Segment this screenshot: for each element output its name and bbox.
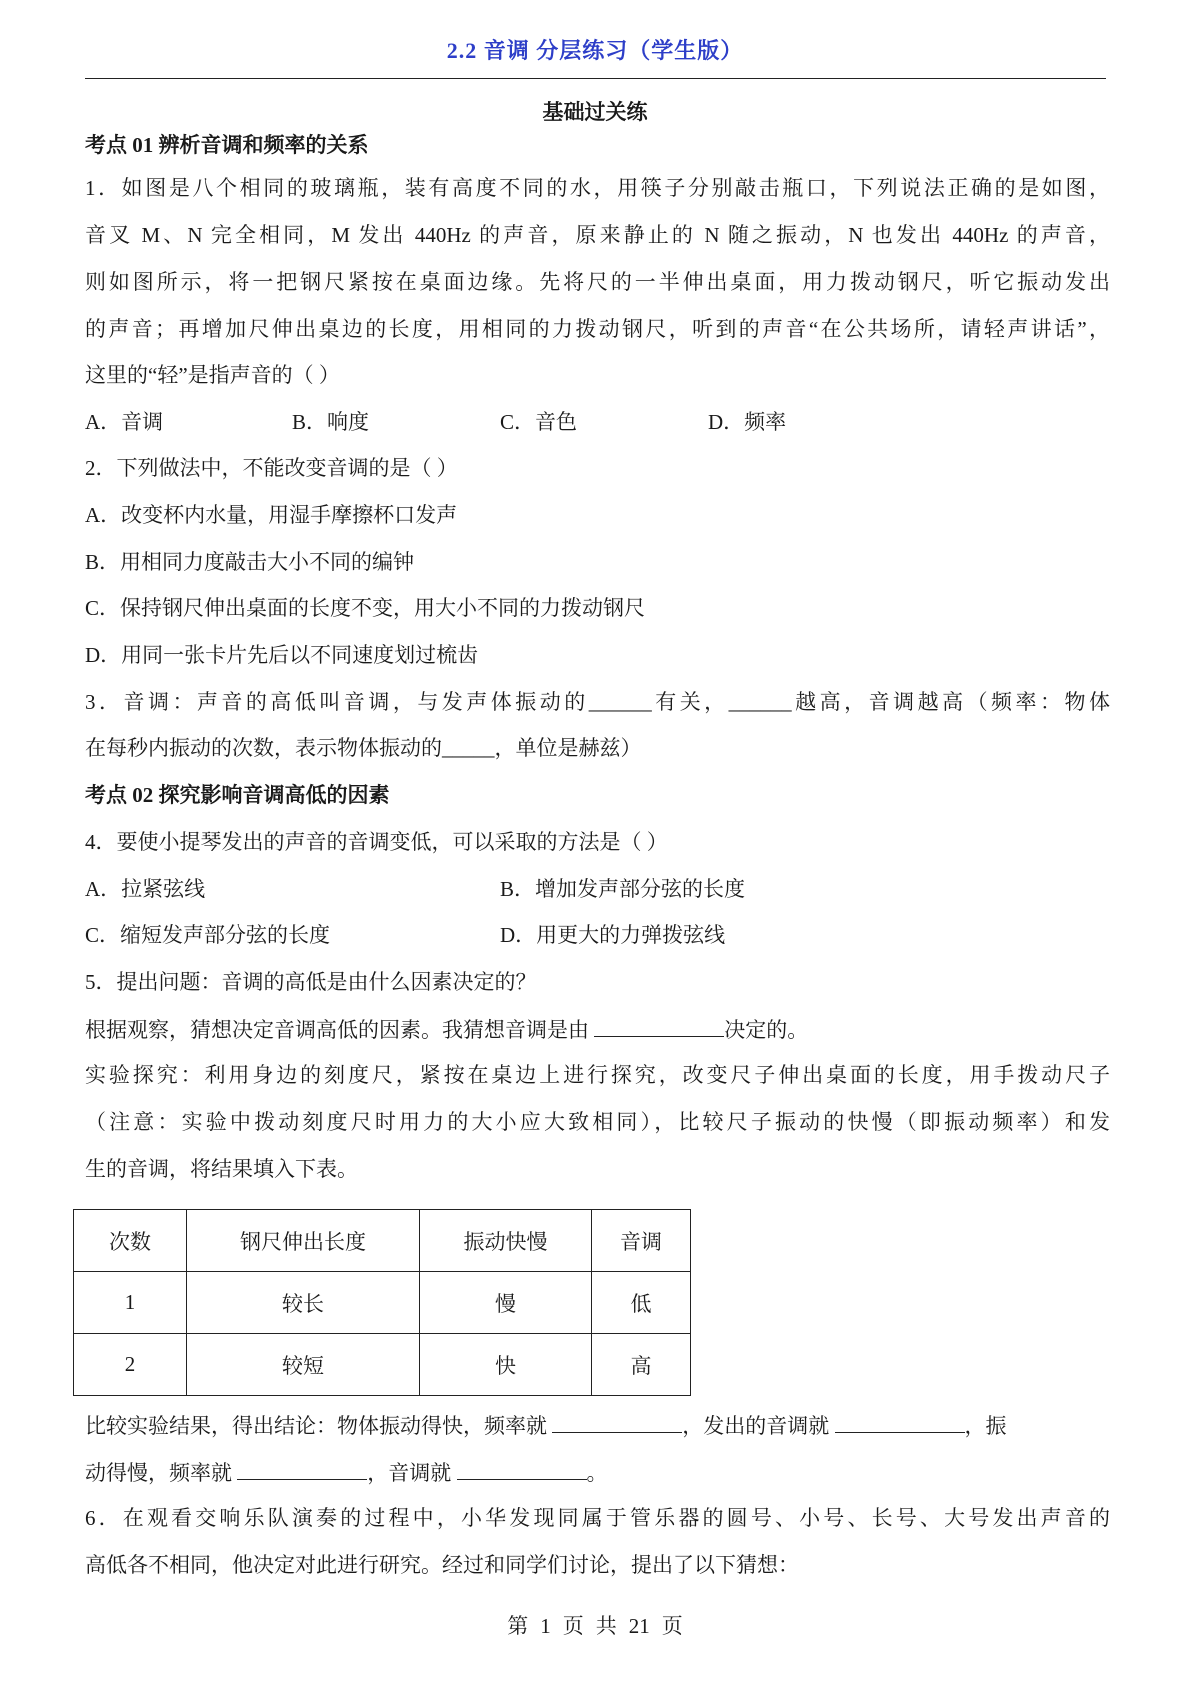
document-title: 2.2 音调 分层练习（学生版） — [446, 38, 744, 63]
q1-line-2: 音叉 M、N 完全相同，M 发出 440Hz 的声音，原来静止的 N 随之振动，N 也发出 440Hz 的声音， — [85, 223, 1110, 247]
table-cell: 2 — [74, 1334, 187, 1396]
table-header-row — [74, 1210, 691, 1272]
footer-text: 页 — [562, 1614, 584, 1638]
table-row — [74, 1334, 691, 1396]
q5-line-2-end: 决定的。 — [724, 1018, 809, 1042]
q2-option-c: C．保持钢尺伸出桌面的长度不变，用大小不同的力拨动钢尺 — [85, 596, 646, 620]
table-cell: 快 — [420, 1334, 592, 1396]
kaodian-01-heading: 考点 01 辨析音调和频率的关系 — [85, 133, 369, 157]
q4-stem: 4．要使小提琴发出的声音的音调变低，可以采取的方法是（ ） — [85, 830, 668, 854]
table-cell: 低 — [592, 1272, 691, 1334]
header-divider — [85, 78, 1106, 79]
q5-line-1: 5．提出问题：音调的高低是由什么因素决定的？ — [85, 970, 537, 994]
q6-line-2: 高低各不相同，他决定对此进行研究。经过和同学们讨论，提出了以下猜想： — [85, 1553, 799, 1577]
table-cell: 较短 — [187, 1334, 420, 1396]
q3-line-2: 在每秒内振动的次数，表示物体振动的_____，单位是赫兹） — [85, 736, 642, 760]
q5-conclusion-line-1 — [85, 1410, 1110, 1441]
q5-line-3: 实验探究：利用身边的刻度尺，紧按在桌边上进行探究，改变尺子伸出桌面的长度，用手拨动尺子 — [85, 1063, 1110, 1087]
q2-stem: 2．下列做法中，不能改变音调的是（ ） — [85, 456, 458, 480]
footer-text: 第 — [507, 1614, 529, 1638]
q1-line-3: 则如图所示，将一把钢尺紧按在桌面边缘。先将尺的一半伸出桌面，用力拨动钢尺，听它振动发出 — [85, 270, 1110, 294]
kaodian-02-heading: 考点 02 探究影响音调高低的因素 — [85, 783, 390, 807]
q6-line-1: 6．在观看交响乐队演奏的过程中，小华发现同属于管乐器的圆号、小号、长号、大号发出声音的 — [85, 1506, 1110, 1530]
q5-blank-pitch-slow[interactable] — [457, 1457, 587, 1480]
table-header-cell: 次数 — [74, 1210, 187, 1272]
q4-option-a: A．拉紧弦线 — [85, 877, 206, 901]
table-row — [74, 1272, 691, 1334]
page-footer — [0, 1610, 1190, 1640]
q5-blank-pitch-fast[interactable] — [835, 1410, 965, 1433]
q4-option-c: C．缩短发声部分弦的长度 — [85, 923, 331, 947]
q5-blank-frequency-slow[interactable] — [237, 1457, 367, 1480]
table-header-cell: 振动快慢 — [420, 1210, 592, 1272]
q5-conclusion-text: ，振 — [964, 1414, 1007, 1438]
q1-option-a: A．音调 — [85, 410, 164, 434]
q5-conclusion-text: 动得慢，频率就 — [85, 1461, 238, 1485]
section-title: 基础过关练 — [542, 100, 648, 124]
total-pages: 21 — [628, 1614, 650, 1638]
table-cell: 慢 — [420, 1272, 592, 1334]
table-cell: 高 — [592, 1334, 691, 1396]
q5-blank-factor[interactable] — [594, 1014, 724, 1037]
q2-option-a: A．改变杯内水量，用湿手摩擦杯口发声 — [85, 503, 458, 527]
q1-option-d: D．频率 — [708, 410, 787, 434]
footer-text: 页 — [661, 1614, 683, 1638]
q1-line-1: 1．如图是八个相同的玻璃瓶，装有高度不同的水，用筷子分别敲击瓶口，下列说法正确的是如图， — [85, 176, 1110, 200]
table-cell: 较长 — [187, 1272, 420, 1334]
q5-blank-frequency-fast[interactable] — [552, 1410, 682, 1433]
q1-option-c: C．音色 — [500, 410, 578, 434]
table-cell: 1 — [74, 1272, 187, 1334]
page-number: 1 — [540, 1614, 551, 1638]
q5-conclusion-text: ，音调就 — [367, 1461, 457, 1485]
q1-line-5: 这里的“轻”是指声音的（ ） — [85, 363, 340, 387]
experiment-table — [73, 1209, 691, 1396]
q3-line-1: 3．音调：声音的高低叫音调，与发声体振动的______有关，______越高，音调越高（频率：物体 — [85, 690, 1110, 714]
footer-text: 共 — [595, 1614, 617, 1638]
q5-conclusion-text: ，发出的音调就 — [682, 1414, 835, 1438]
q4-option-d: D．用更大的力弹拨弦线 — [500, 923, 726, 947]
table-header-cell: 音调 — [592, 1210, 691, 1272]
q5-line-2 — [85, 1014, 1110, 1045]
q4-option-b: B．增加发声部分弦的长度 — [500, 877, 746, 901]
q5-line-4: （注意：实验中拨动刻度尺时用力的大小应大致相同），比较尺子振动的快慢（即振动频率）和发 — [85, 1110, 1110, 1134]
q2-option-d: D．用同一张卡片先后以不同速度划过梳齿 — [85, 643, 479, 667]
q5-line-2-text: 根据观察，猜想决定音调高低的因素。我猜想音调是由 — [85, 1018, 595, 1042]
q5-conclusion-text: 比较实验结果，得出结论：物体振动得快，频率就 — [85, 1414, 553, 1438]
q1-option-b: B．响度 — [292, 410, 370, 434]
q2-option-b: B．用相同力度敲击大小不同的编钟 — [85, 550, 415, 574]
q1-line-4: 的声音；再增加尺伸出桌边的长度，用相同的力拨动钢尺，听到的声音“在公共场所，请轻声讲话”， — [85, 317, 1110, 341]
table-header-cell: 钢尺伸出长度 — [187, 1210, 420, 1272]
q5-line-5: 生的音调，将结果填入下表。 — [85, 1157, 358, 1181]
q5-conclusion-text: 。 — [586, 1461, 608, 1485]
q5-conclusion-line-2 — [85, 1457, 1110, 1488]
